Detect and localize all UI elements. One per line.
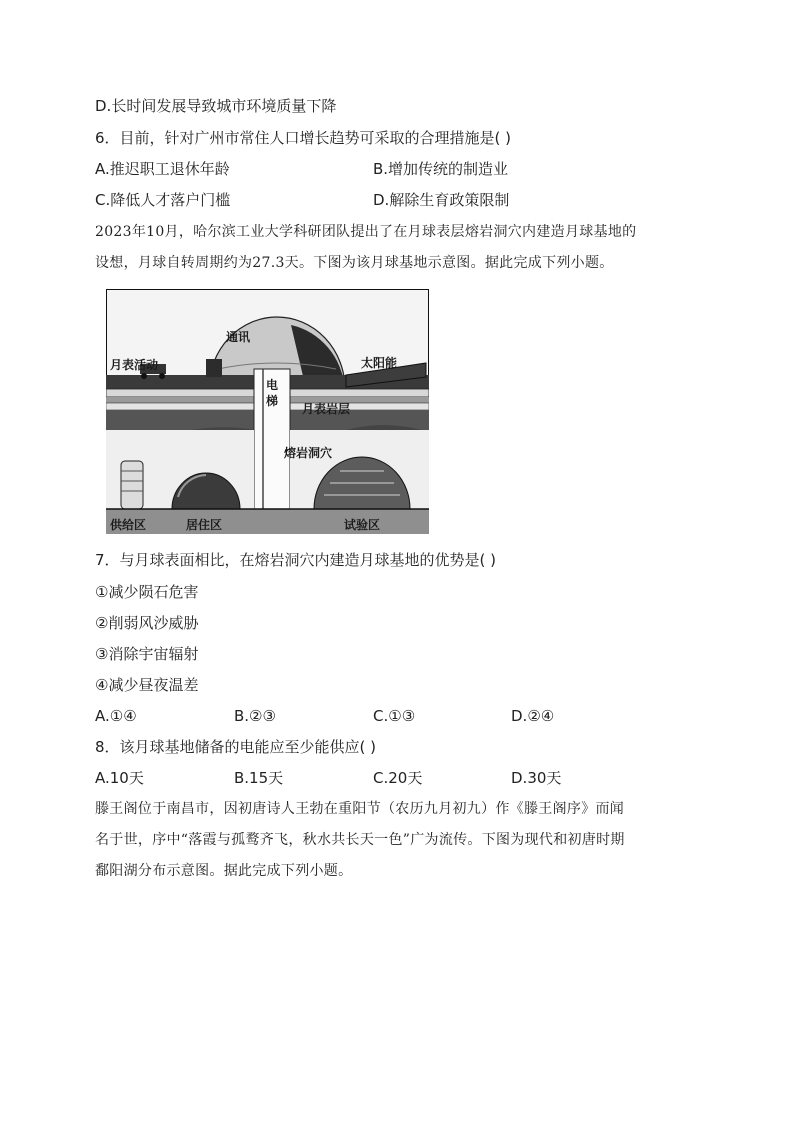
q7-item-2: ②削弱风沙威胁 — [95, 614, 199, 632]
q6-option-b: B.增加传统的制造业 — [373, 160, 509, 178]
label-elevator-1: 电 — [266, 378, 279, 392]
supply-tank — [121, 461, 143, 509]
q7-option-c: C.①③ — [373, 707, 416, 725]
q8-option-c: C.20天 — [373, 769, 423, 787]
label-lunar-activity: 月表活动 — [110, 358, 159, 372]
lunar-base-diagram — [106, 289, 429, 534]
q5-option-d: D.长时间发展导致城市环境质量下降 — [95, 97, 337, 115]
q8-option-d: D.30天 — [511, 769, 562, 787]
q7-option-a: A.①④ — [95, 707, 137, 725]
q7-option-d: D.②④ — [511, 707, 555, 725]
label-solar: 太阳能 — [361, 356, 398, 370]
passage2-line1: 滕王阁位于南昌市，因初唐诗人王勃在重阳节（农历九月初九）作《滕王阁序》而闻 — [95, 801, 625, 817]
label-lunar-crust: 月表岩层 — [302, 402, 351, 416]
q7-item-3: ③消除宇宙辐射 — [95, 645, 199, 663]
q6-stem: 6．目前，针对广州市常住人口增长趋势可采取的合理措施是( ) — [95, 129, 512, 147]
label-living: 居住区 — [186, 518, 223, 532]
passage1-line2: 设想，月球自转周期约为27.3天。下图为该月球基地示意图。据此完成下列小题。 — [95, 255, 614, 271]
passage1-line1: 2023年10月，哈尔滨工业大学科研团队提出了在月球表层熔岩洞穴内建造月球基地的 — [95, 224, 637, 240]
passage2-line3: 鄱阳湖分布示意图。据此完成下列小题。 — [95, 863, 353, 879]
q6-option-a: A.推迟职工退休年龄 — [95, 160, 230, 178]
label-communication: 通讯 — [226, 330, 251, 344]
q8-option-a: A.10天 — [95, 769, 144, 787]
passage2-line2: 名于世，序中“落霞与孤鹜齐飞，秋水共长天一色”广为流传。下图为现代和初唐时期 — [95, 832, 625, 848]
q6-option-d: D.解除生育政策限制 — [373, 191, 510, 209]
q7-item-4: ④减少昼夜温差 — [95, 676, 199, 694]
q8-option-b: B.15天 — [234, 769, 284, 787]
q7-option-b: B.②③ — [234, 707, 276, 725]
label-experiment: 试验区 — [344, 518, 381, 532]
q7-stem: 7．与月球表面相比，在熔岩洞穴内建造月球基地的优势是( ) — [95, 551, 497, 569]
label-lava-cave: 熔岩洞穴 — [284, 446, 333, 460]
q7-item-1: ①减少陨石危害 — [95, 583, 199, 601]
label-supply: 供给区 — [110, 518, 147, 532]
q8-stem: 8．该月球基地储备的电能应至少能供应( ) — [95, 738, 377, 756]
q6-option-c: C.降低人才落户门槛 — [95, 191, 231, 209]
label-elevator-2: 梯 — [266, 394, 279, 408]
